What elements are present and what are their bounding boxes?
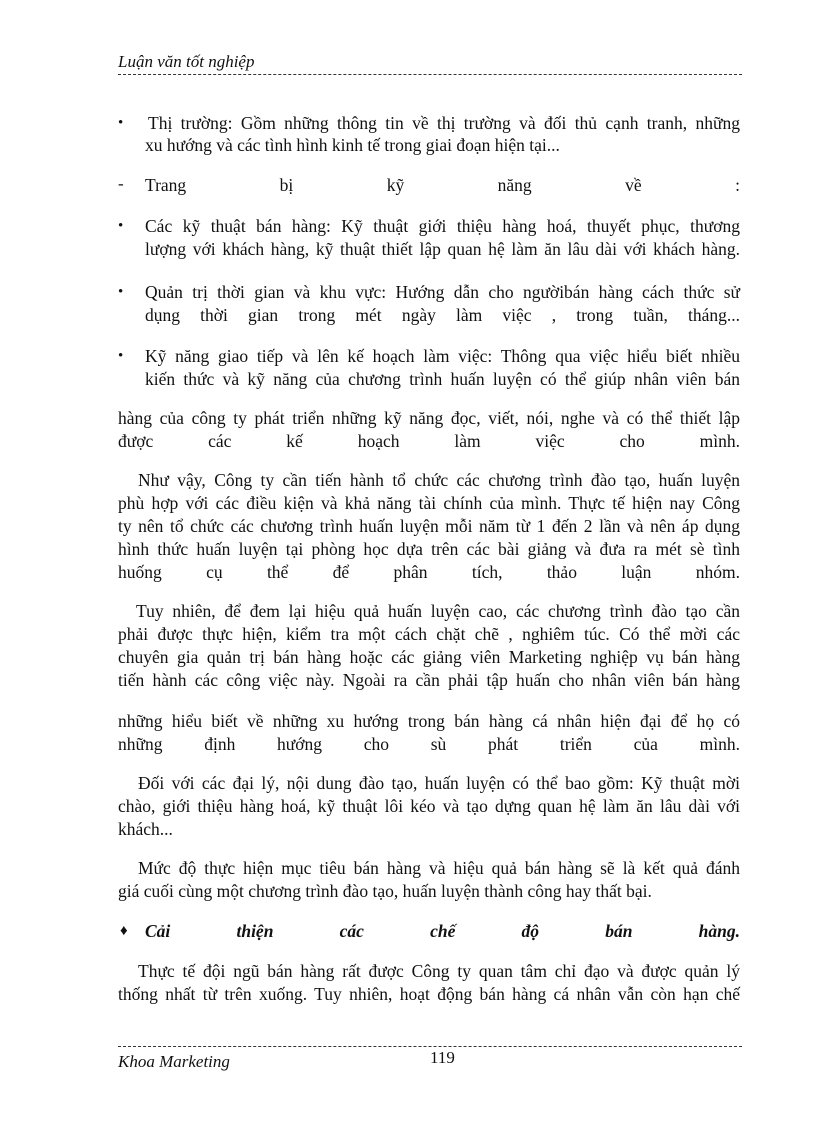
running-header: Luận văn tốt nghiệp <box>118 52 255 71</box>
p1-line2: được các kế hoạch làm việc cho mình. <box>118 431 740 451</box>
p2-line1: Như vậy, Công ty cần tiến hành tổ chức các chương trình đào tạo, huấn luyện <box>138 470 740 490</box>
bullet-icon: • <box>118 115 124 131</box>
b1-line2: xu hướng và các tình hình kinh tế trong giai đoạn hiện tại... <box>145 135 560 155</box>
p7-line1: Thực tế đội ngũ bán hàng rất được Công ty quan tâm chỉ đạo và được quản lý <box>138 961 740 981</box>
d1-line: Trang bị kỹ năng về : <box>145 175 740 195</box>
footer-label: Khoa Marketing <box>118 1052 230 1071</box>
p3-line1: Tuy nhiên, để đem lại hiệu quả huấn luyện cao, các chương trình đào tạo cần <box>136 601 740 621</box>
p3-line4: tiến hành các công việc này. Ngoài ra cần phải tập huấn cho nhân viên bán hàng <box>118 670 740 690</box>
p3-line2: phải được thực hiện, kiểm tra một cách chặt chẽ , nghiêm túc. Có thể mời các <box>118 624 740 644</box>
p6-line2: giá cuối cùng một chương trình đào tạo, huấn luyện thành công hay thất bại. <box>118 881 652 901</box>
page-number: 119 <box>430 1048 455 1067</box>
b4-line1: Kỹ năng giao tiếp và lên kế hoạch làm việc: Thông qua việc hiểu biết nhiều <box>145 346 740 366</box>
p2-line5: huống cụ thể để phân tích, thảo luận nhóm. <box>118 562 740 582</box>
header-rule <box>118 74 742 75</box>
b2-line2: lượng với khách hàng, kỹ thuật thiết lập quan hệ làm ăn lâu dài với khách hàng. <box>145 239 740 259</box>
p2-line4: hình thức huấn luyện tại phòng học dựa trên các bài giảng và đưa ra mét sè tình <box>118 539 740 559</box>
b3-line1: Quản trị thời gian và khu vực: Hướng dẫn cho ngườibán hàng cách thức sử <box>145 282 740 302</box>
p5-line2: chào, giới thiệu hàng hoá, kỹ thuật lôi kéo và tạo dựng quan hệ làm ăn lâu dài với <box>118 796 740 816</box>
bullet-icon: • <box>118 348 124 364</box>
p7-line2: thống nhất từ trên xuống. Tuy nhiên, hoạt động bán hàng cá nhân vẫn còn hạn chế <box>118 984 740 1004</box>
b3-line2: dụng thời gian trong mét ngày làm việc , trong tuần, tháng... <box>145 305 740 325</box>
p6-line1: Mức độ thực hiện mục tiêu bán hàng và hiệu quả bán hàng sẽ là kết quả đánh <box>138 858 740 878</box>
diamond-icon: ♦ <box>120 923 128 939</box>
bullet-icon: • <box>118 218 124 234</box>
b4-line2: kiến thức và kỹ năng của chương trình huấn luyện có thể giúp nhân viên bán <box>145 369 740 389</box>
b2-line1: Các kỹ thuật bán hàng: Kỹ thuật giới thiệu hàng hoá, thuyết phục, thương <box>145 216 740 236</box>
p2-line3: ty nên tổ chức các chương trình huấn luyện mỗi năm từ 1 đến 2 lần và nên áp dụng <box>118 516 740 536</box>
p4-line2: những định hướng cho sù phát triển của mình. <box>118 734 740 754</box>
p4-line1: những hiểu biết về những xu hướng trong bán hàng cá nhân hiện đại để họ có <box>118 711 740 731</box>
p1-line1: hàng của công ty phát triển những kỹ năng đọc, viết, nói, nghe và có thể thiết lập <box>118 408 740 428</box>
b1-line1: Thị trường: Gồm những thông tin về thị trường và đối thủ cạnh tranh, những <box>148 113 740 133</box>
p2-line2: phù hợp với các điều kiện và khả năng tài chính của mình. Thực tế hiện nay Công <box>118 493 740 513</box>
p5-line1: Đối với các đại lý, nội dung đào tạo, huấn luyện có thể bao gồm: Kỹ thuật mời <box>138 773 740 793</box>
bullet-icon: • <box>118 284 124 300</box>
section-heading: Cải thiện các chế độ bán hàng. <box>145 921 740 941</box>
footer-rule <box>118 1046 742 1047</box>
dash-icon: - <box>118 174 124 193</box>
p5-line3: khách... <box>118 819 173 839</box>
p3-line3: chuyên gia quản trị bán hàng hoặc các giảng viên Marketing nghiệp vụ bán hàng <box>118 647 740 667</box>
